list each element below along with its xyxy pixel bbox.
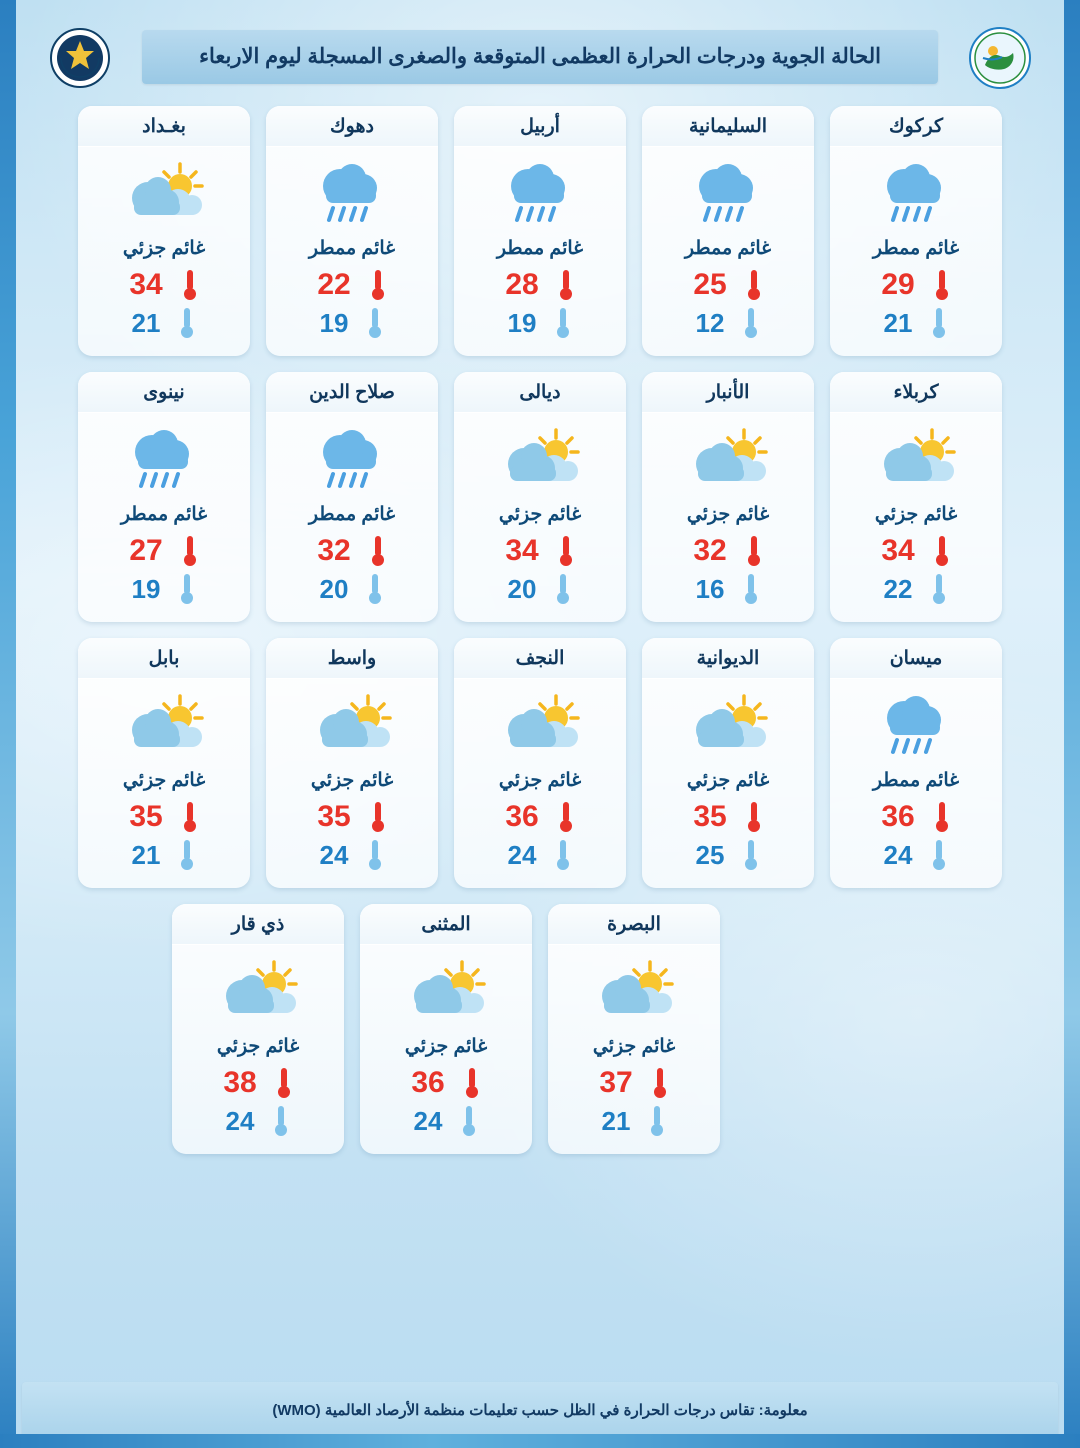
thermometer-hot-icon <box>557 268 575 302</box>
max-temp-row <box>842 798 990 836</box>
min-temp-row <box>560 1102 708 1140</box>
city-name: الديوانية <box>642 638 814 679</box>
min-temp-row <box>184 1102 332 1140</box>
thermometer-cold-icon <box>742 838 760 872</box>
city-card[interactable] <box>454 638 626 888</box>
min-temp: 16 <box>695 573 725 604</box>
max-temp-row <box>184 1064 332 1102</box>
city-card[interactable] <box>830 372 1002 622</box>
city-name: نينوى <box>78 372 250 413</box>
city-name: المثنى <box>360 904 532 945</box>
min-temp-row <box>90 570 238 608</box>
thermometer-hot-icon <box>463 1066 481 1100</box>
min-temp-row <box>654 836 802 874</box>
thermometer-cold-icon <box>554 306 572 340</box>
max-temp-row <box>842 266 990 304</box>
min-temp: 25 <box>695 839 725 870</box>
thermometer-cold-icon <box>930 838 948 872</box>
thermometer-hot-icon <box>181 800 199 834</box>
min-temp-row <box>90 304 238 342</box>
min-temp-row <box>466 570 614 608</box>
city-name: ميسان <box>830 638 1002 679</box>
thermometer-cold-icon <box>930 572 948 606</box>
organization-round-logo <box>968 26 1032 90</box>
city-card[interactable] <box>642 106 814 356</box>
condition-text: غائم جزئي <box>498 504 582 525</box>
max-temp-row <box>654 266 802 304</box>
max-temp: 32 <box>317 534 351 567</box>
city-name: النجف <box>454 638 626 679</box>
rain-cloud-icon <box>494 157 586 235</box>
city-name: دهوك <box>266 106 438 147</box>
page-bottom-bar <box>0 1434 1080 1448</box>
min-temp: 21 <box>131 307 161 338</box>
max-temp: 36 <box>505 800 539 833</box>
condition-text: غائم جزئي <box>686 770 770 791</box>
condition-text: غائم ممطر <box>872 238 960 259</box>
min-temp-row <box>278 570 426 608</box>
sun-behind-cloud-icon <box>118 157 210 235</box>
footer-note: معلومة: تقاس درجات الحرارة في الظل حسب تعليمات منظمة الأرصاد العالمية (WMO) <box>272 1402 808 1419</box>
max-temp: 25 <box>693 268 727 301</box>
thermometer-hot-icon <box>181 534 199 568</box>
condition-text: غائم جزئي <box>122 238 206 259</box>
city-name: البصرة <box>548 904 720 945</box>
thermometer-hot-icon <box>557 800 575 834</box>
max-temp: 22 <box>317 268 351 301</box>
city-card[interactable] <box>642 372 814 622</box>
thermometer-hot-icon <box>369 534 387 568</box>
city-cards-grid <box>22 96 1058 1378</box>
thermometer-hot-icon <box>369 800 387 834</box>
min-temp: 19 <box>131 573 161 604</box>
city-name: أربيل <box>454 106 626 147</box>
min-temp: 19 <box>319 307 349 338</box>
max-temp: 37 <box>599 1066 633 1099</box>
max-temp-row <box>654 532 802 570</box>
max-temp-row <box>466 532 614 570</box>
thermometer-hot-icon <box>651 1066 669 1100</box>
thermometer-hot-icon <box>933 268 951 302</box>
card-row <box>22 904 1058 1154</box>
thermometer-cold-icon <box>178 838 196 872</box>
min-temp: 20 <box>319 573 349 604</box>
min-temp: 24 <box>319 839 349 870</box>
min-temp-row <box>466 304 614 342</box>
page-title: الحالة الجوية ودرجات الحرارة العظمى المتوقعة والصغرى المسجلة ليوم الاربعاء <box>199 45 881 69</box>
condition-text: غائم ممطر <box>684 238 772 259</box>
max-temp-row <box>90 798 238 836</box>
max-temp-row <box>278 532 426 570</box>
max-temp: 32 <box>693 534 727 567</box>
rain-cloud-icon <box>306 423 398 501</box>
thermometer-cold-icon <box>460 1104 478 1138</box>
min-temp: 24 <box>883 839 913 870</box>
thermometer-cold-icon <box>554 838 572 872</box>
sun-behind-cloud-icon <box>400 955 492 1033</box>
thermometer-cold-icon <box>742 306 760 340</box>
max-temp: 35 <box>129 800 163 833</box>
min-temp: 20 <box>507 573 537 604</box>
card-row <box>22 638 1058 888</box>
max-temp: 34 <box>505 534 539 567</box>
min-temp: 21 <box>131 839 161 870</box>
thermometer-hot-icon <box>181 268 199 302</box>
max-temp-row <box>654 798 802 836</box>
max-temp: 36 <box>881 800 915 833</box>
max-temp: 28 <box>505 268 539 301</box>
rain-cloud-icon <box>870 689 962 767</box>
condition-text: غائم جزئي <box>592 1036 676 1057</box>
min-temp: 24 <box>225 1105 255 1136</box>
max-temp: 35 <box>317 800 351 833</box>
max-temp: 35 <box>693 800 727 833</box>
city-card[interactable] <box>454 106 626 356</box>
city-name: صلاح الدين <box>266 372 438 413</box>
min-temp-row <box>842 836 990 874</box>
max-temp-row <box>466 266 614 304</box>
min-temp-row <box>654 304 802 342</box>
max-temp-row <box>560 1064 708 1102</box>
min-temp-row <box>466 836 614 874</box>
thermometer-cold-icon <box>742 572 760 606</box>
min-temp: 22 <box>883 573 913 604</box>
min-temp: 12 <box>695 307 725 338</box>
sun-behind-cloud-icon <box>588 955 680 1033</box>
city-card[interactable] <box>266 638 438 888</box>
max-temp: 27 <box>129 534 163 567</box>
city-card[interactable] <box>454 372 626 622</box>
max-temp-row <box>842 532 990 570</box>
thermometer-hot-icon <box>933 534 951 568</box>
city-name: كركوك <box>830 106 1002 147</box>
thermometer-cold-icon <box>366 572 384 606</box>
min-temp: 24 <box>507 839 537 870</box>
condition-text: غائم ممطر <box>308 504 396 525</box>
page-header <box>22 18 1058 96</box>
max-temp: 29 <box>881 268 915 301</box>
city-card[interactable] <box>830 638 1002 888</box>
rain-cloud-icon <box>682 157 774 235</box>
city-card[interactable] <box>78 372 250 622</box>
max-temp-row <box>90 266 238 304</box>
sun-behind-cloud-icon <box>494 689 586 767</box>
thermometer-cold-icon <box>554 572 572 606</box>
thermometer-hot-icon <box>933 800 951 834</box>
thermometer-hot-icon <box>745 800 763 834</box>
max-temp: 34 <box>881 534 915 567</box>
condition-text: غائم ممطر <box>496 238 584 259</box>
min-temp: 21 <box>601 1105 631 1136</box>
city-card[interactable] <box>266 106 438 356</box>
thermometer-hot-icon <box>369 268 387 302</box>
condition-text: غائم ممطر <box>872 770 960 791</box>
min-temp: 21 <box>883 307 913 338</box>
min-temp: 19 <box>507 307 537 338</box>
city-name: كربلاء <box>830 372 1002 413</box>
rain-cloud-icon <box>118 423 210 501</box>
card-row <box>22 106 1058 356</box>
condition-text: غائم جزئي <box>874 504 958 525</box>
sun-behind-cloud-icon <box>682 689 774 767</box>
footer-note-bar <box>22 1382 1058 1438</box>
thermometer-cold-icon <box>366 838 384 872</box>
thermometer-cold-icon <box>178 306 196 340</box>
sun-behind-cloud-icon <box>682 423 774 501</box>
min-temp-row <box>842 570 990 608</box>
condition-text: غائم جزئي <box>404 1036 488 1057</box>
condition-text: غائم جزئي <box>122 770 206 791</box>
thermometer-hot-icon <box>275 1066 293 1100</box>
min-temp-row <box>278 304 426 342</box>
city-name: السليمانية <box>642 106 814 147</box>
thermometer-hot-icon <box>745 268 763 302</box>
meteorology-seal-logo <box>48 26 112 90</box>
thermometer-cold-icon <box>272 1104 290 1138</box>
sun-behind-cloud-icon <box>118 689 210 767</box>
city-name: الأنبار <box>642 372 814 413</box>
min-temp: 24 <box>413 1105 443 1136</box>
max-temp-row <box>278 266 426 304</box>
max-temp-row <box>278 798 426 836</box>
rain-cloud-icon <box>870 157 962 235</box>
condition-text: غائم ممطر <box>120 504 208 525</box>
thermometer-cold-icon <box>366 306 384 340</box>
condition-text: غائم جزئي <box>216 1036 300 1057</box>
condition-text: غائم جزئي <box>686 504 770 525</box>
rain-cloud-icon <box>306 157 398 235</box>
city-name: ديالى <box>454 372 626 413</box>
condition-text: غائم جزئي <box>310 770 394 791</box>
max-temp-row <box>466 798 614 836</box>
thermometer-cold-icon <box>930 306 948 340</box>
min-temp-row <box>842 304 990 342</box>
city-card[interactable] <box>266 372 438 622</box>
min-temp-row <box>278 836 426 874</box>
thermometer-hot-icon <box>745 534 763 568</box>
city-card[interactable] <box>172 904 344 1154</box>
min-temp-row <box>90 836 238 874</box>
city-card[interactable] <box>78 106 250 356</box>
city-card[interactable] <box>830 106 1002 356</box>
sun-behind-cloud-icon <box>494 423 586 501</box>
city-card[interactable] <box>642 638 814 888</box>
city-name: بابل <box>78 638 250 679</box>
max-temp-row <box>90 532 238 570</box>
max-temp-row <box>372 1064 520 1102</box>
thermometer-hot-icon <box>557 534 575 568</box>
city-name: بغـداد <box>78 106 250 147</box>
min-temp-row <box>654 570 802 608</box>
thermometer-cold-icon <box>178 572 196 606</box>
thermometer-cold-icon <box>648 1104 666 1138</box>
city-card[interactable] <box>78 638 250 888</box>
max-temp: 36 <box>411 1066 445 1099</box>
city-card[interactable] <box>548 904 720 1154</box>
sun-behind-cloud-icon <box>870 423 962 501</box>
max-temp: 38 <box>223 1066 257 1099</box>
max-temp: 34 <box>129 268 163 301</box>
sun-behind-cloud-icon <box>306 689 398 767</box>
condition-text: غائم ممطر <box>308 238 396 259</box>
city-card[interactable] <box>360 904 532 1154</box>
min-temp-row <box>372 1102 520 1140</box>
condition-text: غائم جزئي <box>498 770 582 791</box>
city-name: ذي قار <box>172 904 344 945</box>
card-row <box>22 372 1058 622</box>
city-name: واسط <box>266 638 438 679</box>
sun-behind-cloud-icon <box>212 955 304 1033</box>
